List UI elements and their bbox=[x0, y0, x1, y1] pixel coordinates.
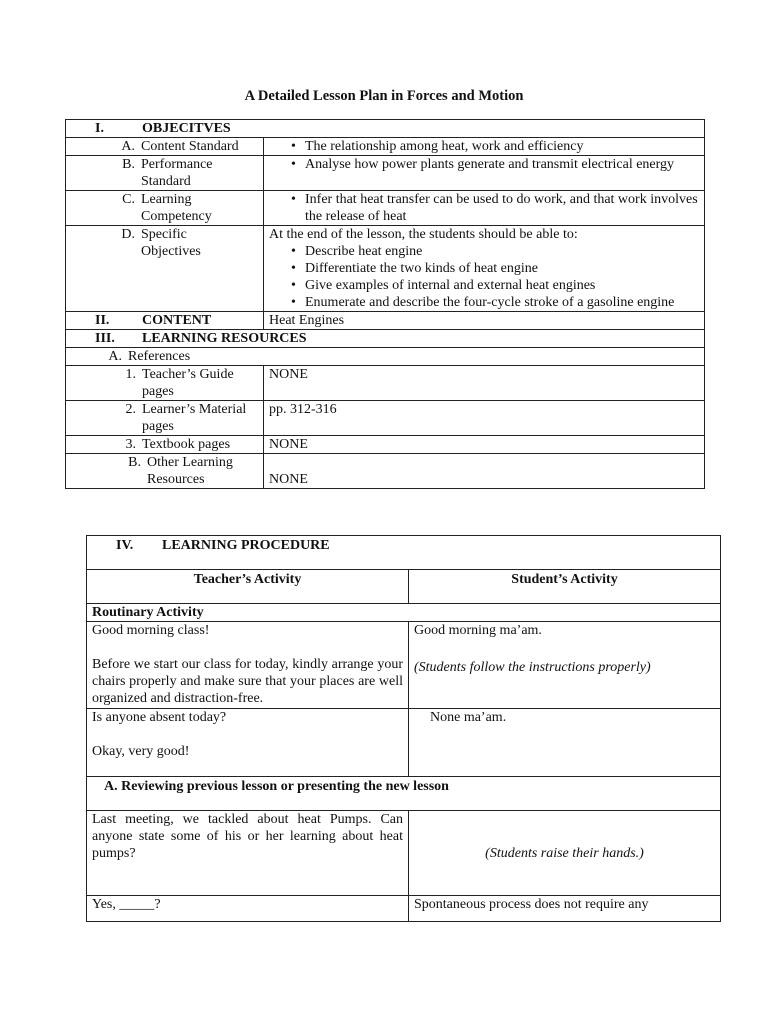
teacher-greeting: Good morning class! bbox=[92, 623, 210, 638]
table-row: II. CONTENT Heat Engines bbox=[66, 312, 705, 330]
student-greeting: Good morning ma’am. bbox=[414, 623, 542, 638]
learners-material-label: Learner’s Material pages bbox=[142, 402, 247, 434]
objective-item: Describe heat engine bbox=[305, 244, 423, 259]
section-resources-label: LEARNING RESOURCES bbox=[142, 331, 307, 346]
table-row: 3. Textbook pages NONE bbox=[66, 436, 705, 454]
textbook-pages-value: NONE bbox=[264, 436, 705, 454]
textbook-pages-label: Textbook pages bbox=[142, 437, 231, 452]
specific-objectives-label: Specific Objectives bbox=[141, 227, 201, 259]
table-row bbox=[87, 896, 721, 922]
student-attendance-answer: None ma’am. bbox=[430, 710, 507, 725]
section-objectives-heading: I. OBJECITVES bbox=[66, 120, 705, 138]
table-row: D. Specific Objectives At the end of the lesson, the students should be able to: • Describe heat engine • Differentiate the two kinds of heat engine • Give examples of internal and external heat engines • Enumerate and describe the four-cycle stroke of a gasoline engine bbox=[66, 226, 705, 312]
objective-item: Differentiate the two kinds of heat engine bbox=[305, 261, 538, 276]
review-heading: A. Reviewing previous lesson or presenting the new lesson bbox=[104, 779, 449, 794]
table-row: C. Learning Competency • Infer that heat transfer can be used to do work, and that work involves the release of heat bbox=[66, 191, 705, 226]
teacher-review-question: Last meeting, we tackled about heat Pumps. Can anyone state some of his or her learning about heat pumps? bbox=[87, 811, 409, 896]
specific-objectives-intro: At the end of the lesson, the students should be able to: bbox=[269, 227, 578, 242]
teacher-instructions: Before we start our class for today, kindly arrange your chairs properly and make sure that your places are well organized and distraction-free. bbox=[92, 657, 403, 706]
objective-item: Give examples of internal and external heat engines bbox=[305, 278, 596, 293]
routinary-activity-heading: Routinary Activity bbox=[87, 604, 721, 622]
page-title: A Detailed Lesson Plan in Forces and Motion bbox=[244, 88, 524, 104]
table-row: B. Other Learning Resources NONE bbox=[66, 454, 705, 489]
table-row: 1. Teacher’s Guide pages NONE bbox=[66, 366, 705, 401]
content-value: Heat Engines bbox=[264, 312, 705, 330]
objective-item: Enumerate and describe the four-cycle stroke of a gasoline engine bbox=[305, 295, 675, 310]
other-resources-label: Other Learning Resources bbox=[147, 455, 233, 487]
teachers-guide-value: NONE bbox=[264, 366, 705, 401]
section-objectives-label: OBJECITVES bbox=[142, 121, 231, 136]
table-row bbox=[87, 811, 721, 896]
table-row: 2. Learner’s Material pages pp. 312-316 bbox=[66, 401, 705, 436]
student-response: (Students follow the instructions properly) bbox=[414, 660, 651, 675]
table-row: B. Performance Standard • Analyse how power plants generate and transmit electrical energy bbox=[66, 156, 705, 191]
teacher-affirmation: Okay, very good! bbox=[92, 744, 190, 759]
procedure-table: IV. LEARNING PROCEDURE Teacher’s Activity Student’s Activity Routinary Activity Good morning class! Before we start our class for today, kindly arrange your chairs properly and make sure that your places are well organized and distraction-free. Good morning ma’am. (Students follow the instructions properly) Is anyone absent today? Okay, very good! None ma’am. A. Reviewing previous lesson or presenting the new lesson Last meeting, we tackled about heat Pumps. Can anyone state some of his or her learning about heat pumps? (Students raise their hands.) Yes, _____? Spontaneous process does not require any bbox=[86, 535, 721, 922]
table-row: A. Content Standard • The relationship among heat, work and efficiency bbox=[66, 138, 705, 156]
other-resources-value: NONE bbox=[264, 454, 705, 489]
teachers-guide-label: Teacher’s Guide pages bbox=[142, 367, 234, 399]
student-raise-hands: (Students raise their hands.) bbox=[409, 811, 721, 896]
teacher-activity-header: Teacher’s Activity bbox=[87, 570, 409, 604]
learning-competency-label: Learning Competency bbox=[141, 192, 212, 224]
section-procedure-label: LEARNING PROCEDURE bbox=[162, 538, 330, 553]
student-answer: Spontaneous process does not require any bbox=[409, 896, 721, 922]
content-standard-value: The relationship among heat, work and efficiency bbox=[305, 139, 584, 154]
performance-standard-label: Performance Standard bbox=[141, 157, 213, 189]
student-activity-header: Student’s Activity bbox=[409, 570, 721, 604]
section-content-label: CONTENT bbox=[142, 313, 212, 328]
teacher-call: Yes, _____? bbox=[87, 896, 409, 922]
references-label: References bbox=[128, 349, 191, 364]
learners-material-value: pp. 312-316 bbox=[264, 401, 705, 436]
performance-standard-value: Analyse how power plants generate and transmit electrical energy bbox=[305, 157, 675, 172]
objectives-table: I. OBJECITVES A. Content Standard • The relationship among heat, work and efficiency B. Performance Standard • Analyse how power plants generate and transmit electrical energy C. Learning Competency • Infer that heat transfer can be used to do work, and that work involves the release of heat D. Specific Objectives At the end of the lesson, the students should be able to: • Describe heat engine • Differentiate the two kinds of heat engine • Give examples of internal and external heat engines • Enumerate and describe the four-cycle stroke of a gasoline engine II. CONTENT Heat Engines III. LEARNING RESOURCES A. References 1. Teacher’s Guide pages NONE 2. Learner’s Material pages pp. 312-316 3. Textbook pages NONE B. Other Learning Resources NONE bbox=[65, 119, 705, 489]
content-standard-label: Content Standard bbox=[141, 139, 239, 154]
table-row bbox=[87, 709, 721, 777]
learning-competency-value: Infer that heat transfer can be used to do work, and that work involves the release of heat bbox=[305, 192, 698, 224]
table-row bbox=[87, 622, 721, 709]
teacher-attendance-question: Is anyone absent today? bbox=[92, 710, 227, 725]
